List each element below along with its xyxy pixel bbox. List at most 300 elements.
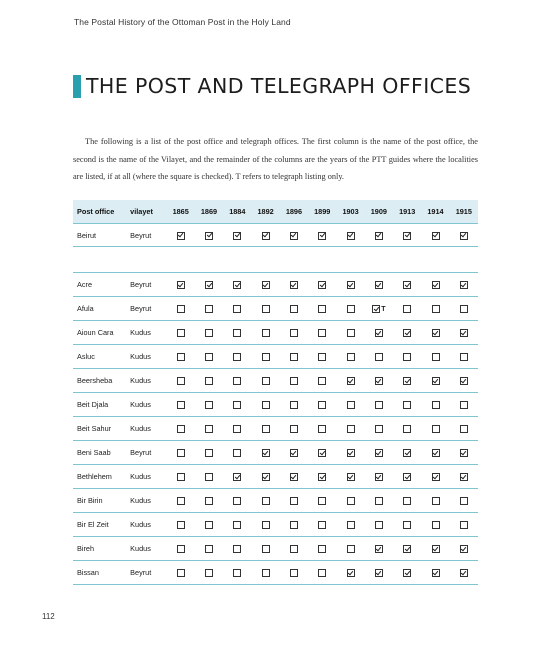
year-cell: [450, 304, 478, 313]
checked-box-icon: [375, 473, 383, 481]
vilayet-name: Kudus: [130, 400, 151, 409]
post-office-name: Asluc: [77, 352, 95, 361]
year-cell: [450, 448, 478, 457]
year-cell: [251, 472, 279, 481]
empty-box-icon: [262, 521, 270, 529]
year-cell: [393, 472, 421, 481]
empty-box-icon: [403, 305, 411, 313]
empty-box-icon: [262, 377, 270, 385]
year-cell: [393, 352, 421, 361]
telegraph-mark: T: [381, 305, 386, 313]
post-office-name: Beni Saab: [77, 448, 111, 457]
year-cell: [251, 328, 279, 337]
column-header: 1892: [257, 207, 274, 216]
post-office-name: Afula: [77, 304, 94, 313]
year-cell: [450, 376, 478, 385]
year-cell: [421, 352, 449, 361]
vilayet-name: Kudus: [130, 472, 151, 481]
table-row: [73, 297, 478, 321]
checked-box-icon: [347, 473, 355, 481]
year-cell: [167, 352, 195, 361]
empty-box-icon: [460, 521, 468, 529]
empty-box-icon: [177, 401, 185, 409]
empty-box-icon: [318, 497, 326, 505]
empty-box-icon: [233, 305, 241, 313]
intro-paragraph: The following is a list of the post office and telegraph offices. The first column is the name of the post office, the second is the name of the Vilayet, and the remainder of the columns are the years of the PTT guides where the localities are listed, if at all (where the square is checked). T refers to telegraph listing only.: [73, 137, 478, 181]
year-cell: [223, 352, 251, 361]
vilayet-name: Beyrut: [130, 304, 152, 313]
empty-box-icon: [233, 449, 241, 457]
empty-box-icon: [262, 425, 270, 433]
year-cell: [450, 496, 478, 505]
section-title: [73, 74, 471, 98]
empty-box-icon: [233, 497, 241, 505]
year-cell: [251, 496, 279, 505]
page-title: THE POST AND TELEGRAPH OFFICES: [86, 74, 472, 98]
year-cell: [421, 328, 449, 337]
year-cell: [308, 448, 336, 457]
empty-box-icon: [460, 305, 468, 313]
empty-box-icon: [262, 401, 270, 409]
year-cell: [450, 328, 478, 337]
empty-box-icon: [460, 497, 468, 505]
year-cell: [251, 400, 279, 409]
year-cell: [280, 424, 308, 433]
post-office-name: Bireh: [77, 544, 95, 553]
year-cell: [280, 544, 308, 553]
year-cell: [251, 230, 279, 239]
checked-box-icon: [432, 377, 440, 385]
table-row: [73, 393, 478, 417]
empty-box-icon: [318, 353, 326, 361]
year-cell: [167, 472, 195, 481]
column-header: 1913: [399, 207, 416, 216]
year-cell: [167, 544, 195, 553]
empty-box-icon: [432, 497, 440, 505]
empty-box-icon: [347, 401, 355, 409]
empty-box-icon: [432, 353, 440, 361]
year-cell: [393, 328, 421, 337]
year-cell: [223, 424, 251, 433]
year-cell: [450, 400, 478, 409]
checked-box-icon: [233, 232, 241, 240]
empty-box-icon: [318, 521, 326, 529]
empty-box-icon: [347, 425, 355, 433]
empty-box-icon: [318, 305, 326, 313]
year-cell: [450, 472, 478, 481]
year-cell: [365, 400, 393, 409]
year-cell: [365, 568, 393, 577]
year-cell: [167, 230, 195, 239]
checked-box-icon: [347, 569, 355, 577]
year-cell: [308, 424, 336, 433]
year-cell: [195, 568, 223, 577]
year-cell: [280, 568, 308, 577]
year-cell: [336, 544, 364, 553]
year-cell: [450, 424, 478, 433]
year-cell: [308, 304, 336, 313]
checked-box-icon: [432, 232, 440, 240]
year-cell: [280, 472, 308, 481]
table-row: [73, 345, 478, 369]
year-cell: [365, 352, 393, 361]
column-header: 1899: [314, 207, 331, 216]
checked-box-icon: [347, 377, 355, 385]
year-cell: [393, 448, 421, 457]
year-cell: [251, 448, 279, 457]
checked-box-icon: [432, 473, 440, 481]
table-header-row: [73, 200, 478, 224]
year-cell: [308, 520, 336, 529]
checked-box-icon: [347, 232, 355, 240]
year-cell: [167, 448, 195, 457]
year-cell: [336, 280, 364, 289]
empty-box-icon: [375, 521, 383, 529]
year-cell: [421, 520, 449, 529]
empty-box-icon: [177, 353, 185, 361]
checked-box-icon: [460, 569, 468, 577]
year-cell: [251, 280, 279, 289]
year-cell: [223, 328, 251, 337]
year-cell: [280, 400, 308, 409]
year-cell: [421, 544, 449, 553]
empty-box-icon: [403, 401, 411, 409]
empty-box-icon: [205, 497, 213, 505]
empty-box-icon: [177, 377, 185, 385]
year-cell: [280, 376, 308, 385]
year-cell: [223, 376, 251, 385]
year-cell: [421, 568, 449, 577]
year-cell: [308, 376, 336, 385]
year-cell: [365, 520, 393, 529]
year-cell: [393, 400, 421, 409]
year-cell: [336, 424, 364, 433]
empty-box-icon: [177, 425, 185, 433]
table-spacer-row: [73, 247, 478, 273]
checked-box-icon: [177, 232, 185, 240]
empty-box-icon: [290, 569, 298, 577]
empty-box-icon: [460, 401, 468, 409]
empty-box-icon: [233, 353, 241, 361]
year-cell: [308, 472, 336, 481]
checked-box-icon: [375, 449, 383, 457]
year-cell: [365, 230, 393, 239]
empty-box-icon: [318, 329, 326, 337]
empty-box-icon: [403, 497, 411, 505]
year-cell: [167, 400, 195, 409]
year-cell: [251, 376, 279, 385]
year-cell: [195, 544, 223, 553]
vilayet-name: Kudus: [130, 328, 151, 337]
post-office-name: Bissan: [77, 568, 99, 577]
year-cell: [421, 304, 449, 313]
table-row: [73, 465, 478, 489]
empty-box-icon: [205, 401, 213, 409]
year-cell: [195, 496, 223, 505]
empty-box-icon: [347, 497, 355, 505]
year-cell: [450, 280, 478, 289]
empty-box-icon: [205, 305, 213, 313]
checked-box-icon: [403, 569, 411, 577]
checked-box-icon: [177, 281, 185, 289]
year-cell: [393, 280, 421, 289]
year-cell: [421, 496, 449, 505]
year-cell: [365, 496, 393, 505]
year-cell: [336, 520, 364, 529]
year-cell: [393, 230, 421, 239]
year-cell: [393, 568, 421, 577]
empty-box-icon: [460, 353, 468, 361]
column-header: 1914: [427, 207, 444, 216]
year-cell: [195, 472, 223, 481]
empty-box-icon: [233, 377, 241, 385]
checked-box-icon: [375, 569, 383, 577]
year-cell: [195, 520, 223, 529]
checked-box-icon: [460, 281, 468, 289]
empty-box-icon: [290, 497, 298, 505]
empty-box-icon: [318, 545, 326, 553]
year-cell: [195, 424, 223, 433]
checked-box-icon: [432, 329, 440, 337]
empty-box-icon: [233, 401, 241, 409]
year-cell: [167, 568, 195, 577]
year-cell: [393, 376, 421, 385]
year-cell: [167, 328, 195, 337]
empty-box-icon: [262, 353, 270, 361]
checked-box-icon: [375, 377, 383, 385]
checked-box-icon: [460, 545, 468, 553]
year-cell: [393, 304, 421, 313]
column-header: vilayet: [130, 207, 153, 216]
empty-box-icon: [403, 425, 411, 433]
checked-box-icon: [432, 569, 440, 577]
running-head: The Postal History of the Ottoman Post in the Holy Land: [74, 17, 291, 27]
year-cell: [223, 472, 251, 481]
checked-box-icon: [318, 281, 326, 289]
year-cell: [280, 520, 308, 529]
empty-box-icon: [262, 497, 270, 505]
table-row: [73, 513, 478, 537]
empty-box-icon: [233, 521, 241, 529]
empty-box-icon: [233, 329, 241, 337]
column-header: Post office: [77, 207, 115, 216]
year-cell: [336, 568, 364, 577]
year-cell: [393, 424, 421, 433]
year-cell: [167, 376, 195, 385]
table-row: [73, 417, 478, 441]
table-row: [73, 561, 478, 585]
vilayet-name: Beyrut: [130, 448, 152, 457]
year-cell: [365, 472, 393, 481]
empty-box-icon: [177, 449, 185, 457]
empty-box-icon: [177, 569, 185, 577]
year-cell: [251, 520, 279, 529]
year-cell: [251, 304, 279, 313]
year-cell: [336, 400, 364, 409]
checked-box-icon: [403, 449, 411, 457]
year-cell: [365, 376, 393, 385]
page-number: 112: [42, 612, 55, 621]
post-office-name: Acre: [77, 280, 93, 289]
year-cell: [251, 544, 279, 553]
checked-box-icon: [290, 473, 298, 481]
year-cell: [365, 280, 393, 289]
checked-box-icon: [262, 473, 270, 481]
empty-box-icon: [290, 545, 298, 553]
checked-box-icon: [233, 281, 241, 289]
year-cell: [280, 328, 308, 337]
empty-box-icon: [177, 521, 185, 529]
empty-box-icon: [375, 353, 383, 361]
post-office-name: Bir Birin: [77, 496, 103, 505]
checked-box-icon: [432, 281, 440, 289]
column-header: 1869: [200, 207, 218, 216]
year-cell: [308, 544, 336, 553]
year-cell: [450, 568, 478, 577]
year-cell: [336, 328, 364, 337]
year-cell: [195, 280, 223, 289]
checked-box-icon: [347, 449, 355, 457]
year-cell: [421, 376, 449, 385]
year-cell: [421, 472, 449, 481]
empty-box-icon: [177, 305, 185, 313]
empty-box-icon: [432, 305, 440, 313]
year-cell: [308, 230, 336, 239]
empty-box-icon: [318, 401, 326, 409]
checked-box-icon: [205, 232, 213, 240]
year-cell: [195, 400, 223, 409]
vilayet-name: Kudus: [130, 520, 151, 529]
empty-box-icon: [347, 305, 355, 313]
checked-box-icon: [460, 232, 468, 240]
year-cell: [195, 376, 223, 385]
year-cell: [365, 544, 393, 553]
empty-box-icon: [177, 329, 185, 337]
year-cell: [195, 352, 223, 361]
table-row: [73, 224, 478, 247]
empty-box-icon: [432, 521, 440, 529]
empty-box-icon: [262, 329, 270, 337]
vilayet-name: Beyrut: [130, 280, 152, 289]
year-cell: [223, 304, 251, 313]
title-accent-bar: [73, 75, 81, 98]
empty-box-icon: [205, 449, 213, 457]
year-cell: [223, 280, 251, 289]
year-cell: [280, 304, 308, 313]
empty-box-icon: [432, 401, 440, 409]
empty-box-icon: [262, 569, 270, 577]
year-cell: [280, 230, 308, 239]
checked-box-icon: [403, 329, 411, 337]
checked-box-icon: [262, 449, 270, 457]
empty-box-icon: [177, 497, 185, 505]
vilayet-name: Beyrut: [130, 568, 152, 577]
checked-box-icon: [262, 232, 270, 240]
empty-box-icon: [375, 401, 383, 409]
checked-box-icon: [375, 545, 383, 553]
checked-box-icon: [375, 329, 383, 337]
empty-box-icon: [347, 329, 355, 337]
year-cell: [336, 376, 364, 385]
column-header: 1884: [229, 207, 246, 216]
year-cell: [195, 230, 223, 239]
empty-box-icon: [233, 425, 241, 433]
year-cell: [450, 544, 478, 553]
empty-box-icon: [318, 569, 326, 577]
year-cell: [223, 400, 251, 409]
empty-box-icon: [205, 569, 213, 577]
year-cell: [195, 328, 223, 337]
year-cell: [450, 230, 478, 239]
year-cell: [223, 568, 251, 577]
year-cell: [308, 328, 336, 337]
empty-box-icon: [205, 329, 213, 337]
year-cell: [223, 230, 251, 239]
vilayet-name: Kudus: [130, 424, 151, 433]
empty-box-icon: [205, 521, 213, 529]
post-office-name: Beit Djala: [77, 400, 109, 409]
checked-box-icon: [375, 232, 383, 240]
year-cell: [251, 424, 279, 433]
checked-box-icon: [290, 449, 298, 457]
checked-box-icon: [262, 281, 270, 289]
year-cell: [450, 352, 478, 361]
year-cell: [393, 496, 421, 505]
vilayet-name: Kudus: [130, 376, 151, 385]
checked-box-icon: [403, 232, 411, 240]
empty-box-icon: [290, 401, 298, 409]
year-cell: [167, 520, 195, 529]
empty-box-icon: [347, 353, 355, 361]
year-cell: [251, 568, 279, 577]
checked-box-icon: [460, 449, 468, 457]
year-cell: [167, 424, 195, 433]
empty-box-icon: [347, 521, 355, 529]
table-row: [73, 489, 478, 513]
empty-box-icon: [290, 329, 298, 337]
year-cell: [308, 496, 336, 505]
year-cell: [365, 424, 393, 433]
year-cell: [280, 352, 308, 361]
year-cell: [280, 280, 308, 289]
year-cell: [336, 304, 364, 313]
year-cell: [421, 400, 449, 409]
year-cell: [251, 352, 279, 361]
empty-box-icon: [205, 545, 213, 553]
checked-box-icon: [375, 281, 383, 289]
year-cell: [336, 352, 364, 361]
empty-box-icon: [375, 497, 383, 505]
post-office-name: Aioun Cara: [77, 328, 114, 337]
checked-box-icon: [403, 545, 411, 553]
empty-box-icon: [233, 545, 241, 553]
year-cell: [336, 496, 364, 505]
year-cell: [421, 448, 449, 457]
year-cell: [393, 520, 421, 529]
empty-box-icon: [347, 545, 355, 553]
year-cell: [365, 448, 393, 457]
checked-box-icon: [432, 545, 440, 553]
vilayet-name: Beyrut: [130, 230, 152, 240]
column-header: 1865: [172, 207, 189, 216]
year-cell: [365, 328, 393, 337]
checked-box-icon: [318, 473, 326, 481]
empty-box-icon: [375, 425, 383, 433]
year-cell: [167, 496, 195, 505]
empty-box-icon: [262, 305, 270, 313]
empty-box-icon: [205, 425, 213, 433]
year-cell: [223, 496, 251, 505]
